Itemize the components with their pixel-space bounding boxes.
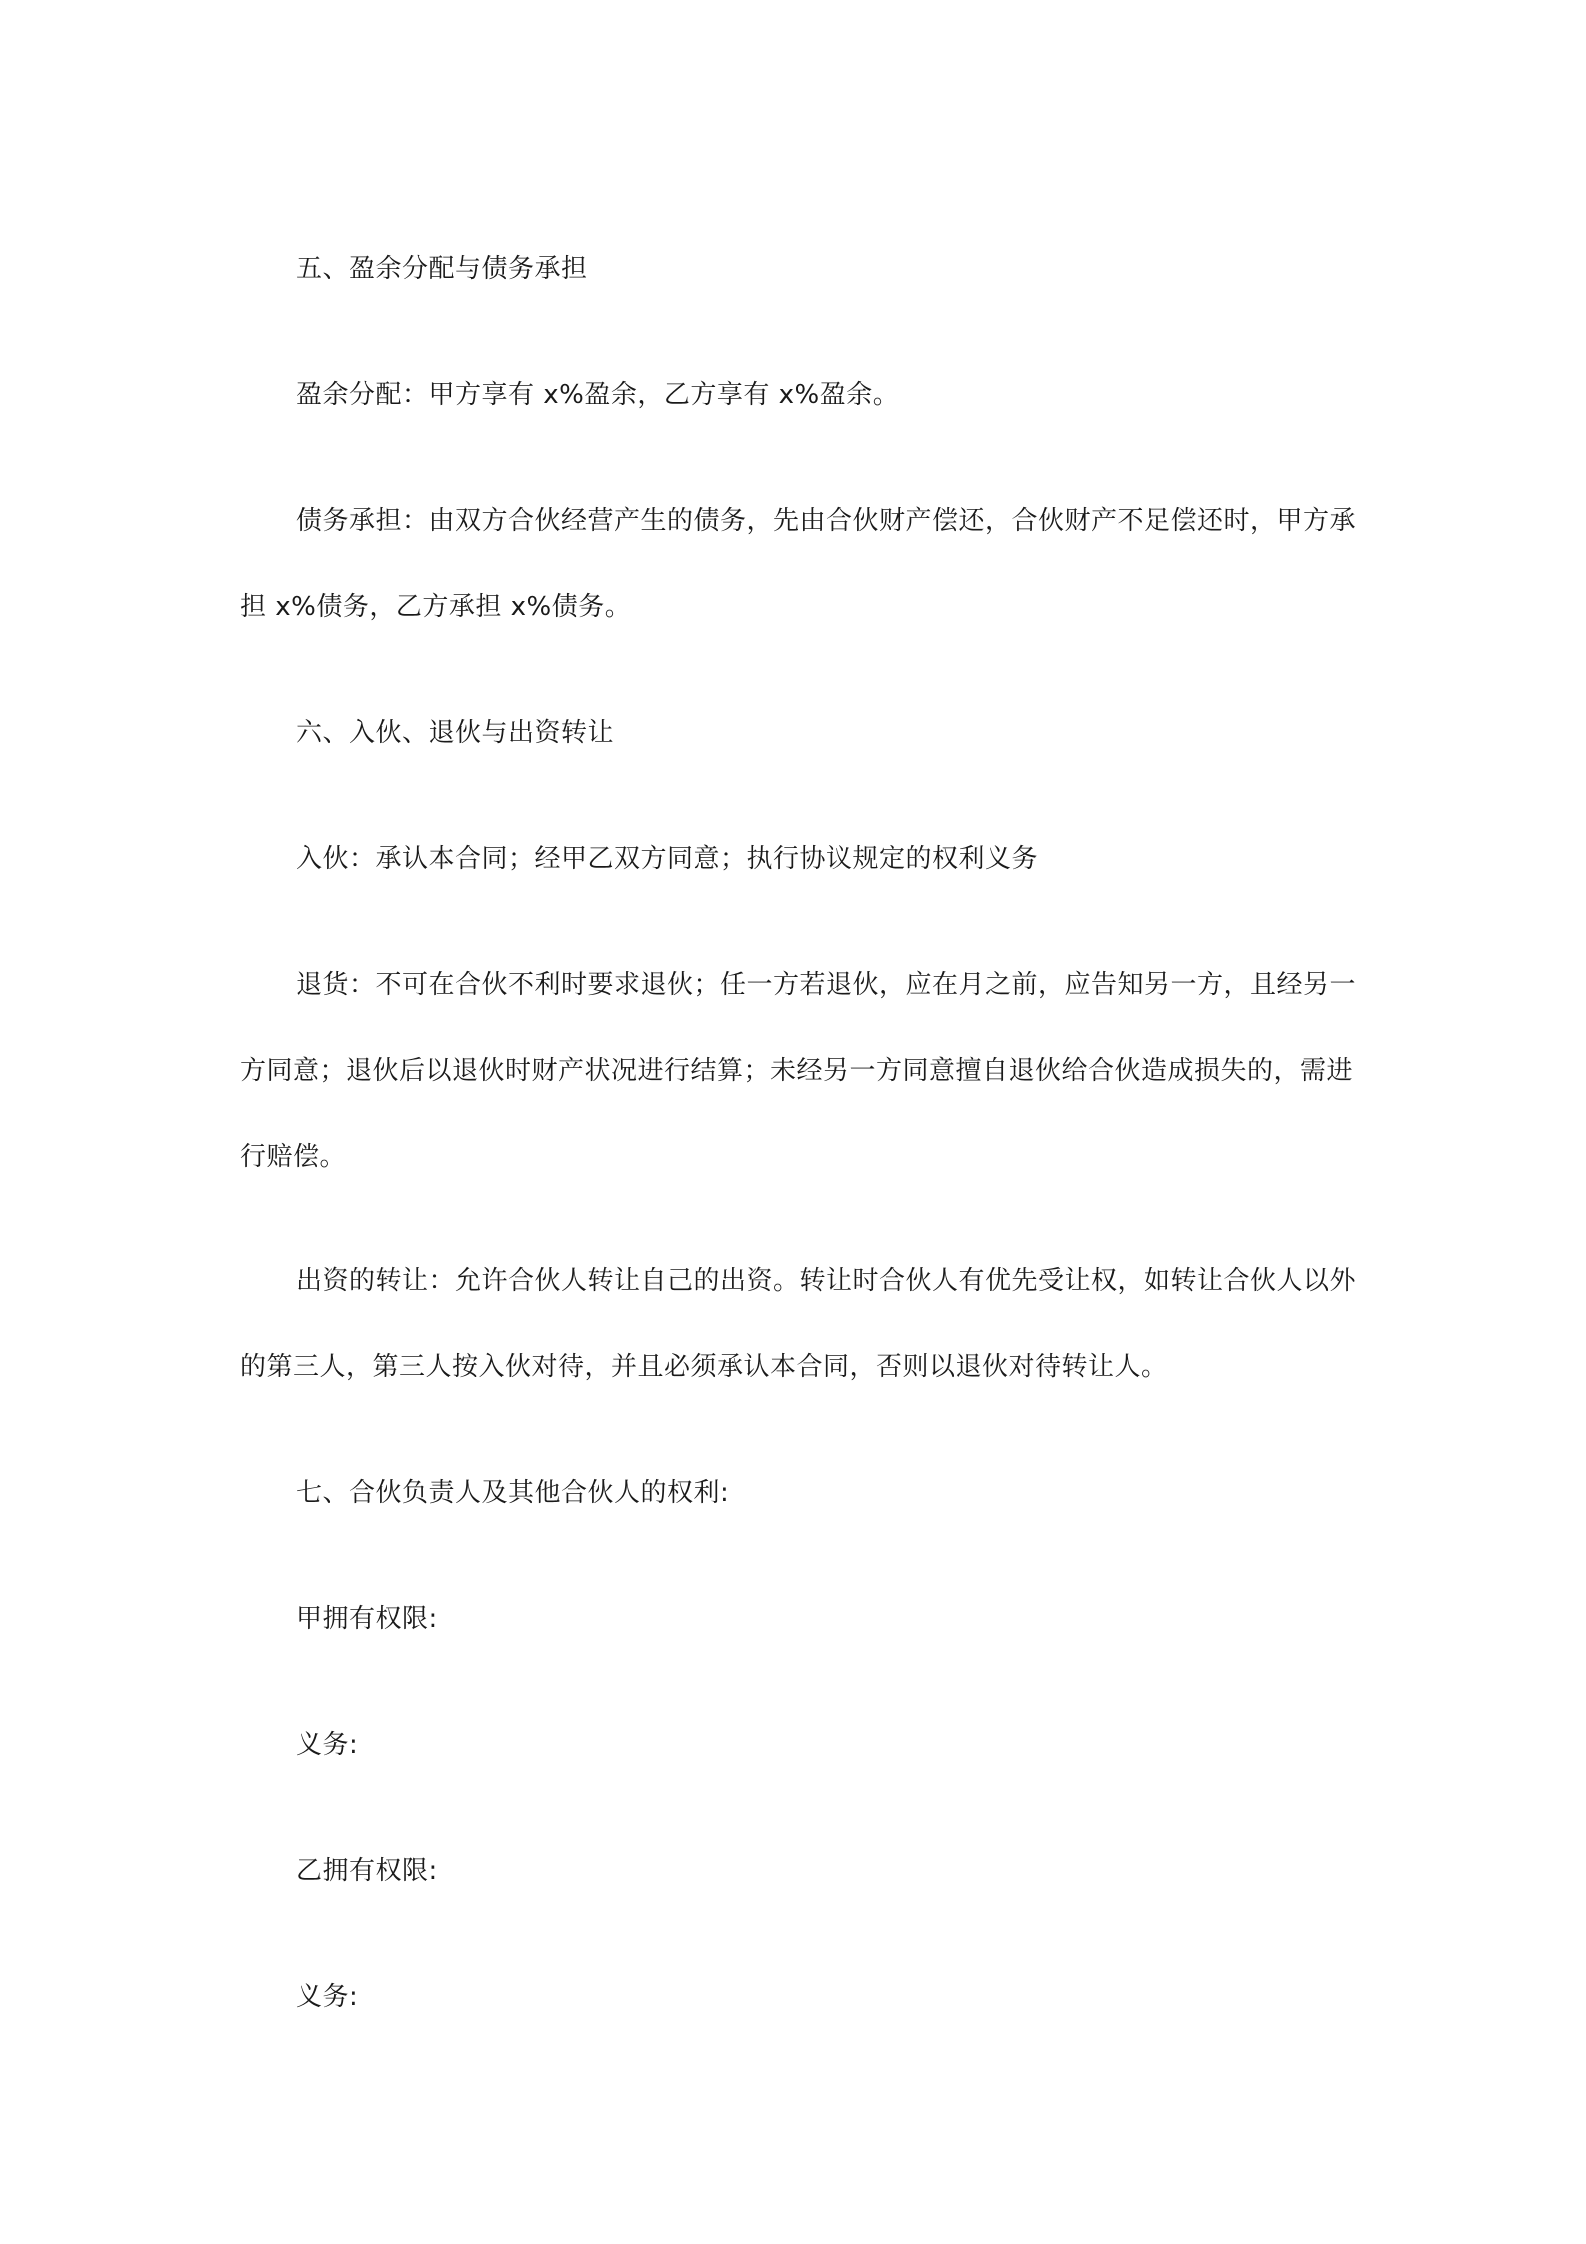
section-heading-6: 六、入伙、退伙与出资转让 (296, 718, 615, 748)
party-a-obligations-label: 义务: (296, 1730, 359, 1760)
capital-transfer-paragraph: 出资的转让：允许合伙人转让自己的出资。转让时合伙人有优先受让权，如转让合伙人以外的第三人，第三人按入伙对待，并且必须承认本合同，否则以退伙对待转让人。 (240, 1266, 1357, 1382)
party-b-authority-label: 乙拥有权限: (296, 1856, 438, 1886)
joining-paragraph: 入伙：承认本合同；经甲乙双方同意；执行协议规定的权利义务 (296, 844, 1039, 874)
debt-bearing-paragraph: 债务承担：由双方合伙经营产生的债务，先由合伙财产偿还，合伙财产不足偿还时，甲方承担 x%债务，乙方承担 x%债务。 (240, 506, 1357, 622)
withdrawal-paragraph: 退货：不可在合伙不利时要求退伙；任一方若退伙，应在月之前，应告知另一方，且经另一方同意；退伙后以退伙时财产状况进行结算；未经另一方同意擅自退伙给合伙造成损失的，需进行赔偿。 (240, 970, 1357, 1172)
party-a-authority-label: 甲拥有权限: (296, 1604, 438, 1634)
section-heading-7: 七、合伙负责人及其他合伙人的权利: (296, 1478, 730, 1508)
profit-distribution-paragraph: 盈余分配：甲方享有 x%盈余，乙方享有 x%盈余。 (296, 380, 900, 410)
party-b-obligations-label: 义务: (296, 1982, 359, 2012)
section-heading-5: 五、盈余分配与债务承担 (296, 254, 588, 284)
